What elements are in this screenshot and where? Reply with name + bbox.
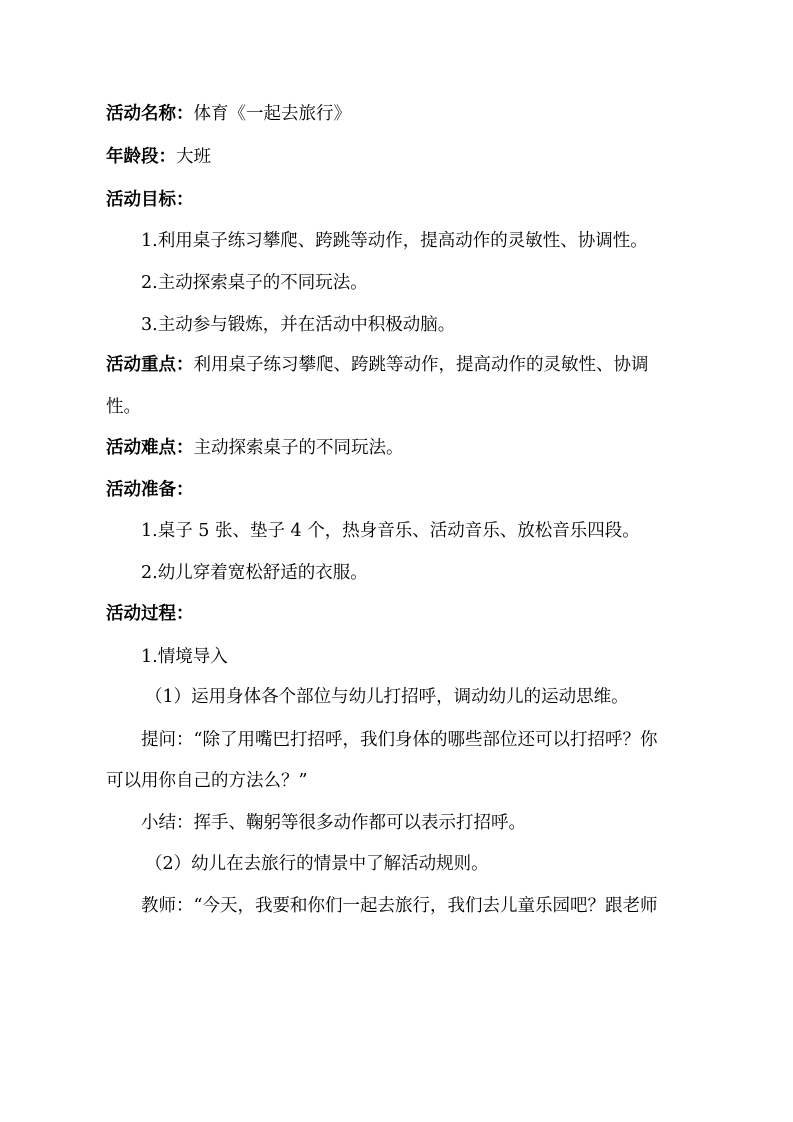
summary-text: 小结：挥手、鞠躬等很多动作都可以表示打招呼。: [141, 813, 526, 833]
process-heading: [0, 603, 793, 625]
key-point-value: 利用桌子练习攀爬、跨跳等动作，提高动作的灵敏性、协调: [193, 355, 649, 375]
goals-heading: [0, 189, 793, 211]
key-point-continuation: 性。: [106, 397, 141, 417]
age-group-line: [0, 146, 793, 168]
question-text: 提问：“除了用嘴巴打招呼，我们身体的哪些部位还可以打招呼？你: [141, 730, 658, 750]
activity-name-line: [0, 103, 793, 125]
goal-item: 3.主动参与锻炼，并在活动中积极动脑。: [141, 315, 456, 335]
activity-name-value: 体育《一起去旅行》: [193, 104, 351, 124]
difficulty-line: [0, 437, 793, 459]
goal-item: 2.主动探索桌子的不同玩法。: [141, 273, 368, 293]
preparation-item: 1.桌子 5 张、垫子 4 个，热身音乐、活动音乐、放松音乐四段。: [141, 521, 640, 541]
key-point-label: 活动重点：: [106, 355, 194, 375]
goal-item: 1.利用桌子练习攀爬、跨跳等动作，提高动作的灵敏性、协调性。: [141, 231, 648, 251]
process-substep: （1）运用身体各个部位与幼儿打招呼，调动幼儿的运动思维。: [145, 687, 629, 707]
preparation-label: 活动准备：: [106, 480, 194, 500]
key-point-line: [0, 354, 793, 376]
preparation-heading: [0, 479, 793, 501]
process-label: 活动过程：: [106, 604, 194, 624]
process-substep: （2）幼儿在去旅行的情景中了解活动规则。: [145, 854, 489, 874]
teacher-text: 教师：“今天，我要和你们一起去旅行，我们去儿童乐园吧？跟老师: [141, 896, 658, 916]
question-continuation: 可以用你自己的方法么？”: [106, 771, 308, 791]
difficulty-value: 主动探索桌子的不同玩法。: [193, 438, 404, 458]
activity-name-label: 活动名称：: [106, 104, 194, 124]
goals-label: 活动目标：: [106, 190, 194, 210]
difficulty-label: 活动难点：: [106, 438, 194, 458]
age-group-label: 年龄段：: [106, 147, 176, 167]
preparation-item: 2.幼儿穿着宽松舒适的衣服。: [141, 563, 368, 583]
process-step: 1.情境导入: [141, 647, 228, 667]
age-group-value: 大班: [176, 147, 211, 167]
